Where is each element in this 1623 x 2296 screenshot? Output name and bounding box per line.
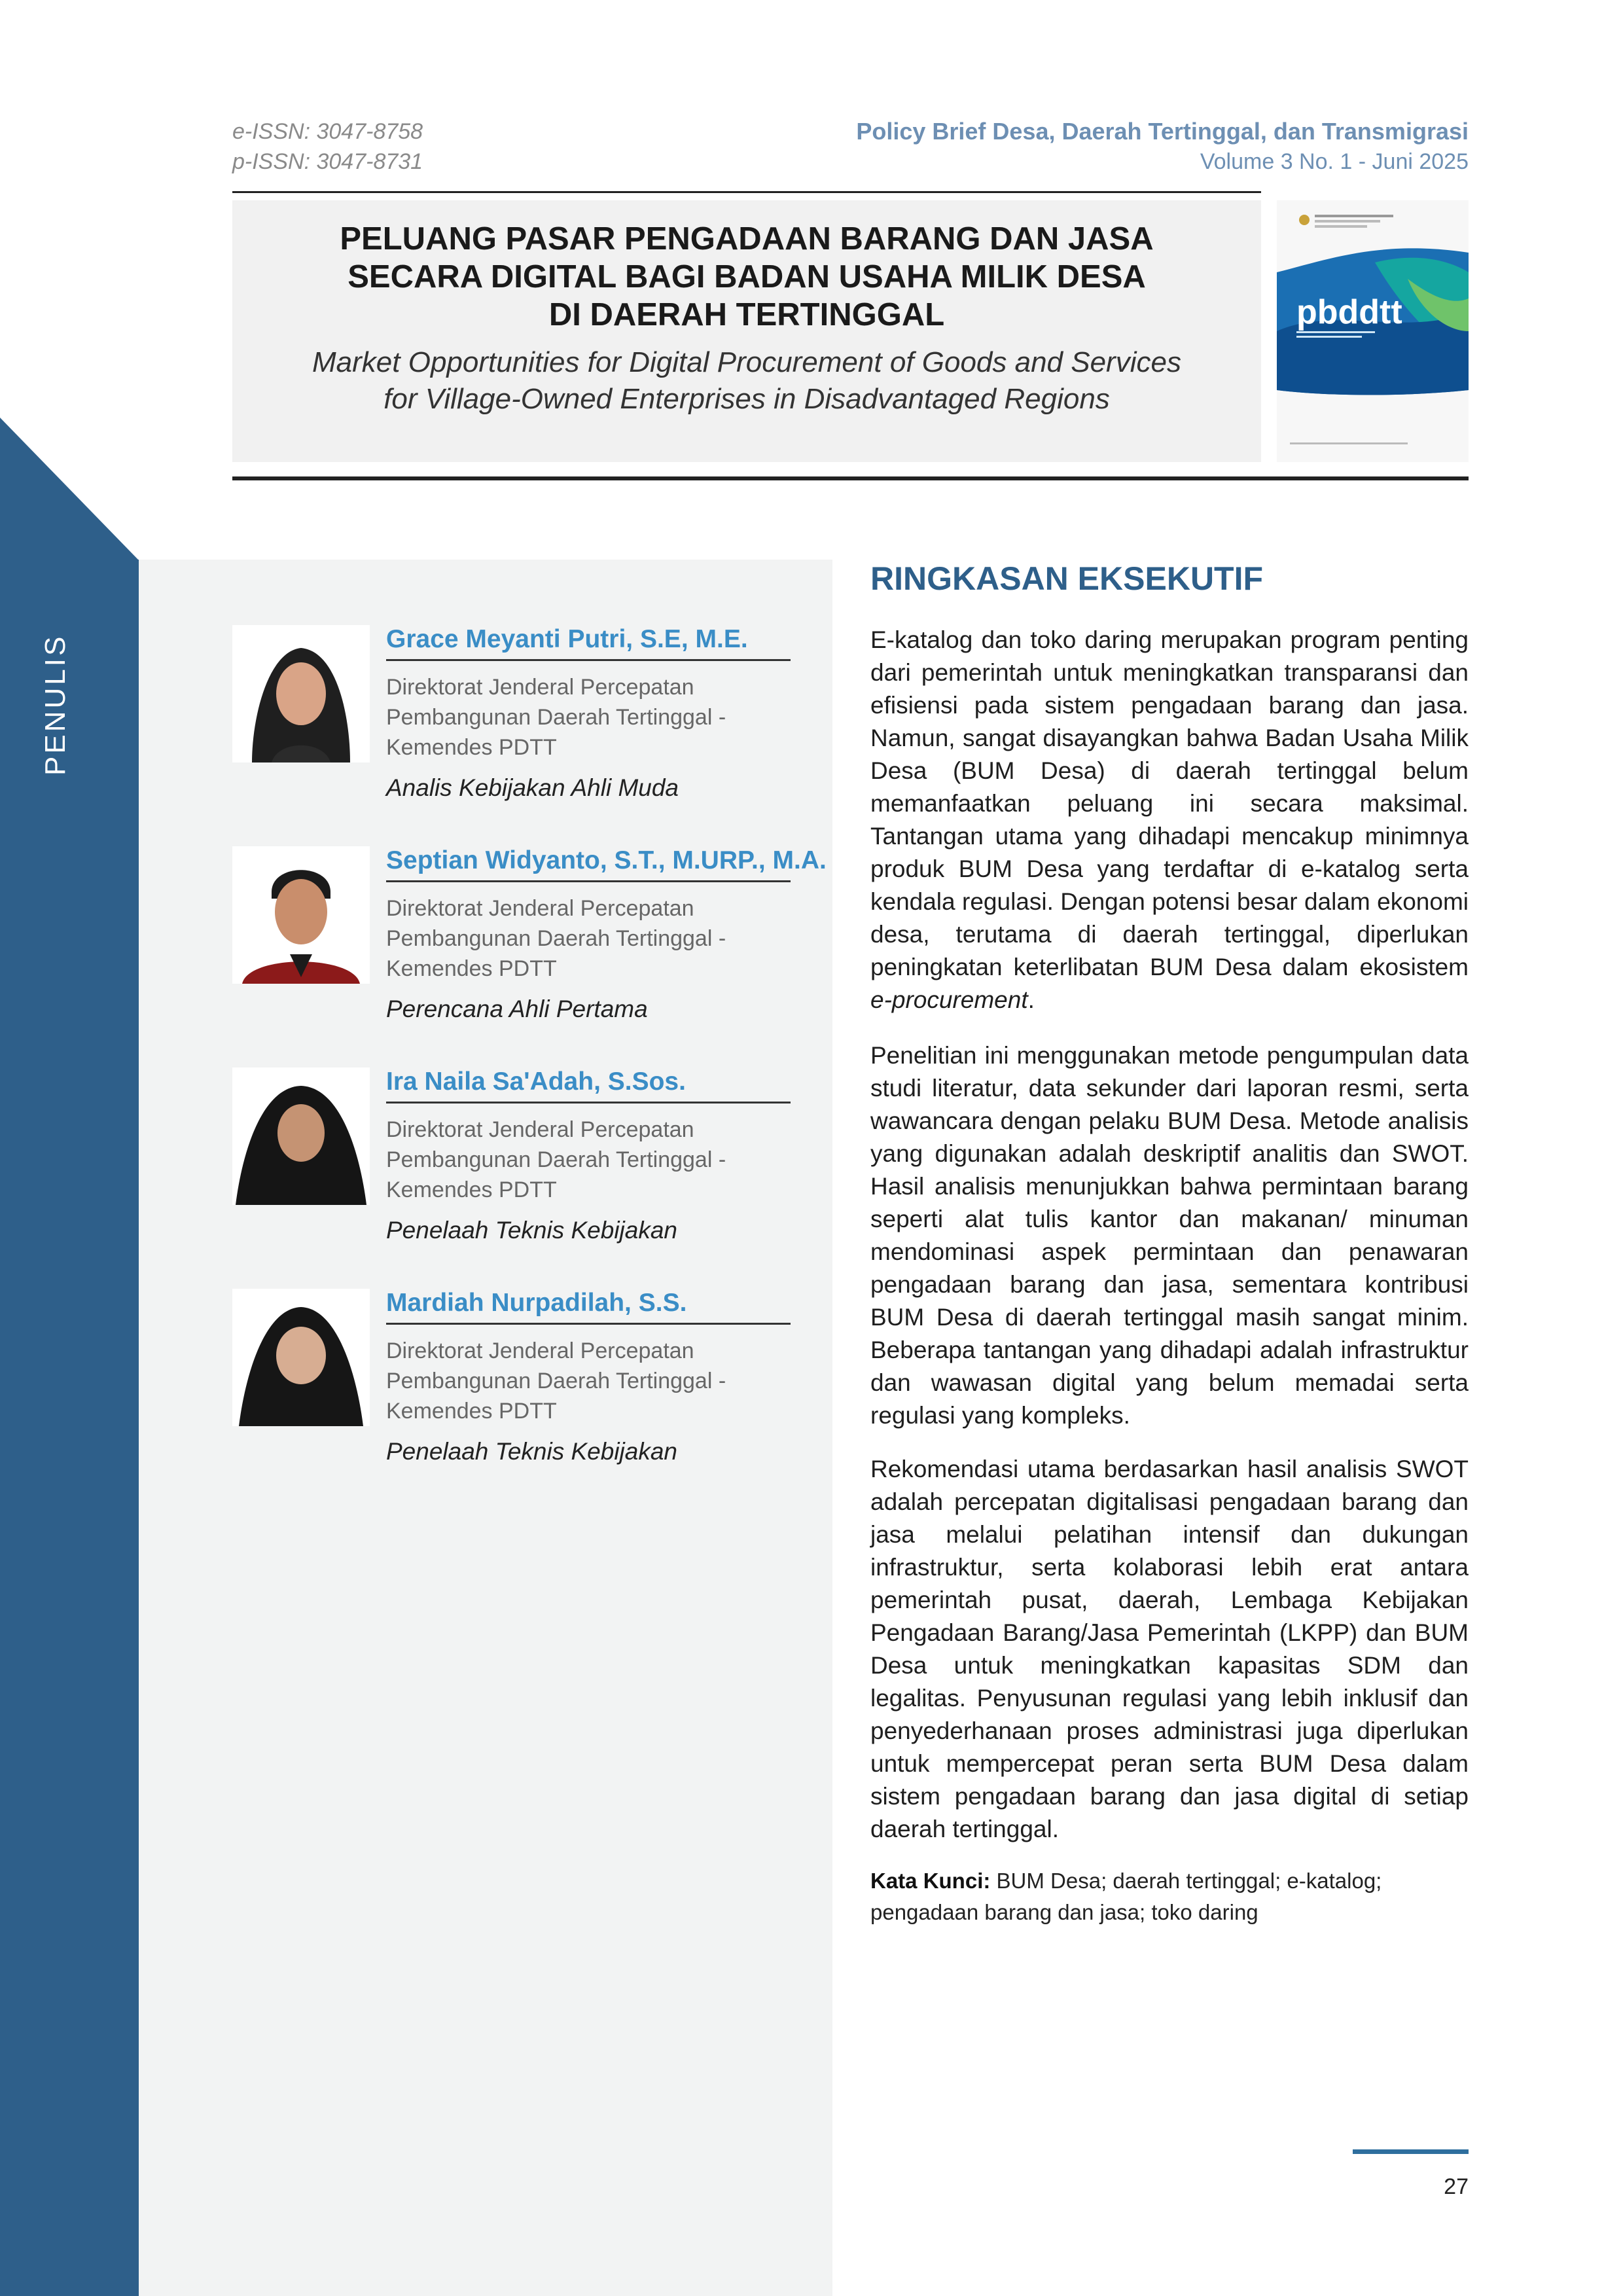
author-affiliation-4 — [386, 1336, 791, 1426]
author-card-2 — [232, 846, 827, 1056]
summary-p1-italic: e-procurement — [870, 986, 1028, 1013]
aff-line: Kemendes PDTT — [386, 956, 557, 981]
issn-block — [232, 117, 423, 177]
title-line-2: SECARA DIGITAL BAGI BADAN USAHA MILIK DESA — [348, 259, 1146, 295]
executive-summary-heading: RINGKASAN EKSEKUTIF — [870, 560, 1264, 597]
author-photo-2 — [232, 846, 370, 984]
pissn: p-ISSN: 3047-8731 — [232, 149, 423, 174]
author-name-1: Grace Meyanti Putri, S.E, M.E. — [386, 625, 791, 661]
author-portrait-icon — [232, 1289, 370, 1426]
author-photo-3 — [232, 1067, 370, 1205]
author-role-3: Penelaah Teknis Kebijakan — [386, 1217, 678, 1244]
eissn: e-ISSN: 3047-8758 — [232, 119, 423, 144]
title-en-line-2: for Village-Owned Enterprises in Disadvantaged Regions — [383, 383, 1110, 415]
author-card-3 — [232, 1067, 802, 1277]
journal-name: Policy Brief Desa, Daerah Tertinggal, dan Transmigrasi — [856, 118, 1469, 145]
footer-rule — [1353, 2149, 1469, 2154]
summary-paragraph-1 — [870, 624, 1469, 1016]
header-bottom-rule — [232, 476, 1469, 480]
keywords-label: Kata Kunci: — [870, 1869, 991, 1893]
author-affiliation-1 — [386, 672, 791, 762]
journal-block — [856, 117, 1469, 177]
author-role-2: Perencana Ahli Pertama — [386, 996, 648, 1022]
author-affiliation-2 — [386, 893, 791, 984]
cover-artwork-icon — [1277, 200, 1469, 462]
aff-line: Direktorat Jenderal Percepatan — [386, 896, 694, 921]
band-corner-icon — [0, 418, 140, 562]
aff-line: Direktorat Jenderal Percepatan — [386, 1117, 694, 1142]
author-name-4: Mardiah Nurpadilah, S.S. — [386, 1289, 791, 1325]
summary-paragraph-2: Penelitian ini menggunakan metode pengumpulan data studi literatur, data sekunder dari laporan resmi, serta wawancara dengan pelaku BUM Desa. Metode analisis yang digunakan adalah deskriptif analitis dan SWOT. Hasil analisis menunjukkan bahwa permintaan barang seperti alat tulis kantor dan makanan/ minuman mendominasi aspek permintaan dan penawaran pengadaan barang dan jasa, sementara kontribusi BUM Desa di daerah tertinggal masih sangat minim. Beberapa tantangan yang dihadapi adalah infrastruktur dan wawasan digital yang belum memadai serta regulasi yang kompleks. — [870, 1042, 1469, 1429]
summary-p1-text: E-katalog dan toko daring merupakan program penting dari pemerintah untuk meningkatkan transparansi dan efisiensi pada sistem pengadaan barang dan jasa. Namun, sangat disayangkan bahwa Badan Usaha Milik Desa (BUM Desa) di daerah tertinggal belum memanfaatkan peluang ini secara maksimal. Tantangan utama yang dihadapi mencakup minimnya produk BUM Desa yang terdaftar di e-katalog serta kendala regulasi. Dengan potensi besar dalam ekonomi desa, terutama di daerah tertinggal, diperlukan peningkatan keterlibatan BUM Desa dalam ekosistem — [870, 626, 1469, 980]
aff-line: Direktorat Jenderal Percepatan — [386, 1338, 694, 1363]
page-number: 27 — [1444, 2174, 1469, 2199]
title-line-3: DI DAERAH TERTINGGAL — [548, 297, 945, 332]
author-role-1: Analis Kebijakan Ahli Muda — [386, 774, 679, 801]
author-card-1 — [232, 625, 802, 834]
aff-line: Pembangunan Daerah Tertinggal - — [386, 1147, 726, 1172]
cover-logo-text: pbddtt — [1296, 293, 1402, 331]
author-portrait-icon — [232, 625, 370, 762]
author-photo-4 — [232, 1289, 370, 1426]
aff-line: Kemendes PDTT — [386, 1399, 557, 1424]
aff-line: Direktorat Jenderal Percepatan — [386, 675, 694, 700]
author-name-3: Ira Naila Sa'Adah, S.Sos. — [386, 1067, 791, 1103]
author-portrait-icon — [232, 1067, 370, 1205]
author-name-2: Septian Widyanto, S.T., M.URP., M.A. — [386, 846, 791, 882]
summary-p1-end: . — [1027, 986, 1035, 1013]
journal-cover-thumbnail — [1277, 200, 1469, 462]
author-affiliation-3 — [386, 1115, 791, 1205]
keywords-list: BUM Desa; daerah tertinggal; e-katalog; pengadaan barang dan jasa; toko daring — [870, 1869, 1382, 1924]
aff-line: Kemendes PDTT — [386, 1177, 557, 1202]
left-color-band — [0, 560, 139, 2296]
title-line-1: PELUANG PASAR PENGADAAN BARANG DAN JASA — [340, 221, 1154, 257]
article-title-english — [232, 344, 1261, 418]
penulis-label: PENULIS — [39, 634, 71, 776]
author-portrait-icon — [232, 846, 370, 984]
aff-line: Kemendes PDTT — [386, 735, 557, 760]
author-role-4: Penelaah Teknis Kebijakan — [386, 1438, 678, 1465]
aff-line: Pembangunan Daerah Tertinggal - — [386, 705, 726, 730]
aff-line: Pembangunan Daerah Tertinggal - — [386, 1369, 726, 1393]
title-en-line-1: Market Opportunities for Digital Procurement of Goods and Services — [312, 346, 1181, 378]
journal-volume: Volume 3 No. 1 - Juni 2025 — [1200, 149, 1469, 174]
top-rule — [232, 191, 1261, 193]
summary-paragraph-3: Rekomendasi utama berdasarkan hasil analisis SWOT adalah percepatan digitalisasi pengadaan barang dan jasa melalui pelatihan intensif dan dukungan infrastruktur, serta kolaborasi lebih erat antara pemerintah pusat, daerah, Lembaga Kebijakan Pengadaan Barang/Jasa Pemerintah (LKPP) dan BUM Desa untuk meningkatkan kapasitas SDM dan legalitas. Penyusunan regulasi yang lebih inklusif dan penyederhanaan proses administrasi juga diperlukan untuk mempercepat peran serta BUM Desa dalam sistem pengadaan barang dan jasa digital di setiap daerah tertinggal. — [870, 1456, 1469, 1842]
keywords — [870, 1865, 1469, 1928]
author-photo-1 — [232, 625, 370, 762]
article-title — [232, 220, 1261, 334]
aff-line: Pembangunan Daerah Tertinggal - — [386, 926, 726, 951]
author-card-4 — [232, 1289, 802, 1498]
